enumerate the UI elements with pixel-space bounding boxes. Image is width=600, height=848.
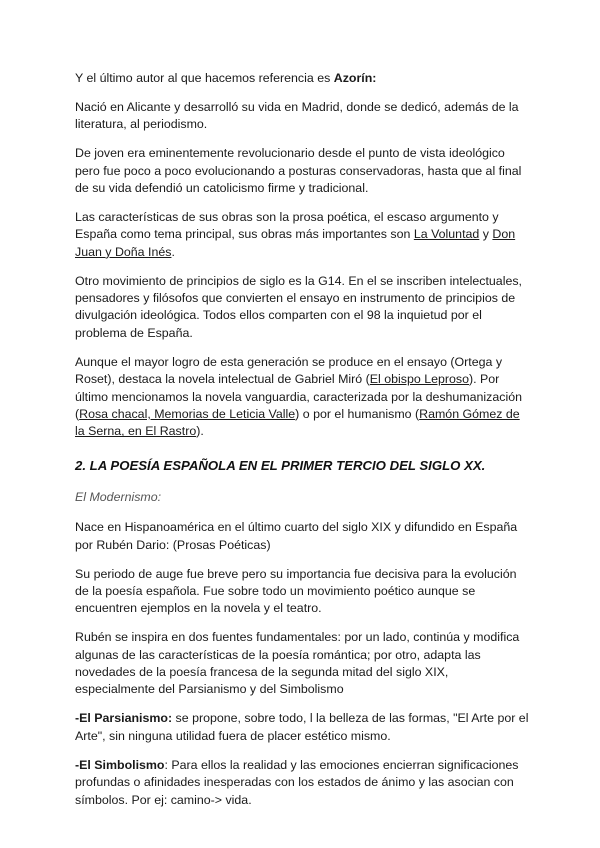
paragraph-azorin-works bbox=[75, 209, 530, 261]
term-simbolismo: -El Simbolismo bbox=[75, 757, 165, 772]
paragraph-ruben-sources: Rubén se inspira en dos fuentes fundamentales: por un lado, continúa y modifica algunas de las características de la poesía romántica; por otro, adapta las novedades de la poesía francesa de la segunda mitad del siglo XIX, especialmente del Parsianismo y del Simbolismo bbox=[75, 630, 520, 697]
work-obispo-leproso: El obispo Leproso bbox=[369, 372, 469, 387]
paragraph-g14: Otro movimiento de principios de siglo es la G14. En el se inscriben intelectuales, pensadores y filósofos que convierten el ensayo en instrumento de principios de divulgación ideológica. Todos ellos comparten con el 98 la inquietud por el problema de España. bbox=[75, 273, 522, 340]
works-and-text: y bbox=[479, 227, 493, 242]
works-end-text: . bbox=[171, 244, 175, 259]
azorin-name: Azorín: bbox=[333, 71, 377, 85]
simbolismo-text: : Para ellos la realidad y las emociones encierran significaciones profundas o afinidades inesperadas con los estados de ánimo y las asocian con símbolos. Por ej: camino-> vida. bbox=[75, 757, 519, 807]
parsianismo-text: se propone, sobre todo, l la belleza de las formas, "El Arte por el Arte", sin ninguna utilidad fuera de placer estético mismo. bbox=[75, 711, 529, 743]
essay-text-a: Aunque el mayor logro de esta generación se produce en el ensayo (Ortega y Roset), destaca la novela intelectual de Gabriel Miró ( bbox=[75, 354, 503, 387]
paragraph-azorin-birth: Nació en Alicante y desarrolló su vida en Madrid, donde se dedicó, además de la literatura, al periodismo. bbox=[75, 99, 519, 132]
paragraph-azorin-intro bbox=[75, 70, 530, 87]
work-rosa-chacal: Rosa chacal, Memorias de Leticia Valle bbox=[79, 407, 296, 421]
section-heading: 2. LA POESÍA ESPAÑOLA EN EL PRIMER TERCIO DEL SIGLO XX. bbox=[75, 457, 486, 473]
works-intro-text: Las características de sus obras son la prosa poética, el escaso argumento y España como tema principal, sus obras más importantes son bbox=[75, 209, 499, 242]
work-la-voluntad: La Voluntad bbox=[413, 227, 480, 242]
paragraph-azorin-ideology: De joven era eminentemente revolucionario desde el punto de vista ideológico pero fue poco a poco evolucionando a posturas conservadoras, hasta que al final de su vida defendió un catolicismo firme y tradicional. bbox=[75, 146, 522, 196]
work-gomez-serna: Ramón Gómez de la Serna, en El Rastro bbox=[75, 407, 520, 439]
paragraph-modernismo-peak: Su periodo de auge fue breve pero su importancia fue decisiva para la evolución de la poesía española. Fue sobre todo un movimiento poético aunque se encuentren ejemplos en la novela y el teatro. bbox=[75, 566, 517, 616]
term-parsianismo: -El Parsianismo: bbox=[75, 711, 173, 726]
azorin-intro-text: Y el último autor al que hacemos referencia es bbox=[75, 71, 334, 85]
paragraph-modernismo-origin: Nace en Hispanoamérica en el último cuarto del siglo XIX y difundido en España por Rubén Dario: (Prosas Poéticas) bbox=[75, 520, 518, 552]
paragraph-essay-novel bbox=[75, 354, 530, 441]
paragraph-parsianismo bbox=[75, 710, 530, 745]
document-page bbox=[75, 70, 530, 820]
paragraph-simbolismo bbox=[75, 757, 530, 809]
subheading-modernismo: El Modernismo: bbox=[75, 489, 162, 504]
essay-text-c: ) o por el humanismo ( bbox=[295, 407, 420, 421]
work-don-juan: Don Juan y Doña Inés bbox=[75, 227, 516, 259]
essay-text-b: ). Por último mencionamos la novela vanguardia, caracterizada por la deshumanización ( bbox=[75, 372, 523, 421]
essay-text-d: ). bbox=[196, 424, 204, 439]
